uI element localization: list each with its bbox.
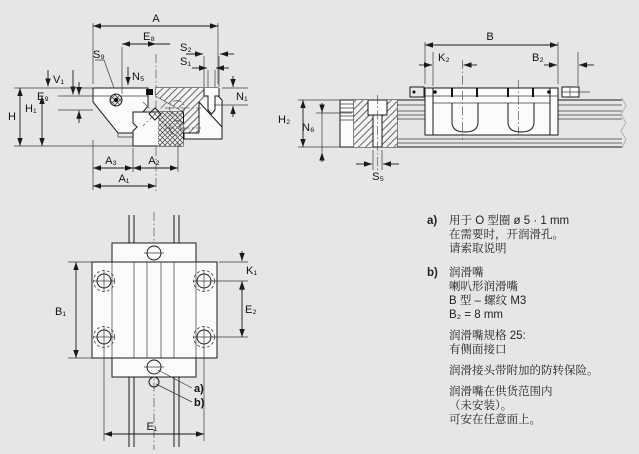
- dim-label-S2: S₂: [180, 42, 192, 54]
- dim-label-B1: B₁: [55, 306, 67, 318]
- dim-label-A2: A₂: [148, 155, 160, 167]
- dim-label-E1: E₁: [146, 421, 158, 433]
- dim-label-S5: S₅: [372, 171, 384, 183]
- dim-label-N5: N₅: [132, 71, 145, 83]
- note-a-marker: a): [427, 215, 438, 227]
- note-b: [427, 266, 635, 427]
- side-view: [278, 31, 626, 183]
- note-b-group: [449, 385, 635, 427]
- dim-label-E9: E₉: [37, 91, 49, 103]
- callout-b: b): [194, 397, 205, 409]
- dim-label-A1: A₁: [118, 173, 130, 185]
- dim-label-N6: N₆: [302, 122, 315, 134]
- dim-label-K2: K₂: [438, 52, 450, 64]
- dim-label-N1: N₁: [236, 91, 248, 103]
- note-b-line: （未安装）。: [449, 400, 513, 412]
- dim-label-H1: H₁: [25, 103, 37, 115]
- note-a-line: 在需要时，开润滑孔。: [449, 229, 564, 241]
- lube-port-a: [410, 87, 424, 97]
- note-b-group: [449, 364, 635, 378]
- dim-label-E2: E₂: [245, 304, 257, 316]
- note-b-line: 润滑嘴在供货范围内: [449, 386, 553, 398]
- note-a-line: 请索取说明: [449, 243, 507, 255]
- note-b-line: 喇叭形润滑嘴: [449, 281, 518, 293]
- top-view: [55, 212, 257, 450]
- note-b-group: [449, 266, 635, 322]
- notes-panel: [427, 214, 635, 437]
- dim-label-B2: B₂: [532, 52, 544, 64]
- dim-label-A3: A₃: [105, 155, 117, 167]
- note-a-line: 用于 O 型圈 ø 5 · 1 mm: [449, 215, 570, 227]
- note-a: [427, 214, 635, 256]
- callout-a: a): [194, 383, 204, 395]
- note-b-marker: b): [427, 267, 438, 279]
- note-b-line: 润滑嘴规格 25:: [449, 330, 526, 342]
- dim-label-H: H: [8, 111, 16, 123]
- note-b-line: B₂ = 8 mm: [449, 309, 503, 321]
- rail-break-edge: [621, 98, 626, 148]
- dim-label-S9: S₉: [93, 49, 105, 61]
- note-b-group: [449, 329, 635, 357]
- dim-label-B: B: [486, 31, 494, 43]
- note-b-line: B 型 – 螺纹 M3: [449, 295, 527, 307]
- dim-label-H2: H₂: [278, 114, 291, 126]
- note-b-line: 润滑接头带附加的防转保险。: [449, 365, 599, 377]
- dim-label-E8: E₈: [143, 31, 155, 43]
- carriage-body: [425, 88, 558, 135]
- seal-n5: [146, 89, 153, 95]
- note-b-line: 有侧面接口: [449, 344, 507, 356]
- dim-label-A: A: [152, 13, 160, 25]
- dim-label-S1: S₁: [180, 56, 192, 68]
- note-b-line: 润滑嘴: [449, 267, 484, 279]
- dim-label-V1: V₁: [53, 74, 65, 86]
- cross-section-view: [8, 13, 248, 192]
- dim-label-K1: K₁: [246, 265, 258, 277]
- note-b-line: 可安在任意面上。: [449, 414, 541, 426]
